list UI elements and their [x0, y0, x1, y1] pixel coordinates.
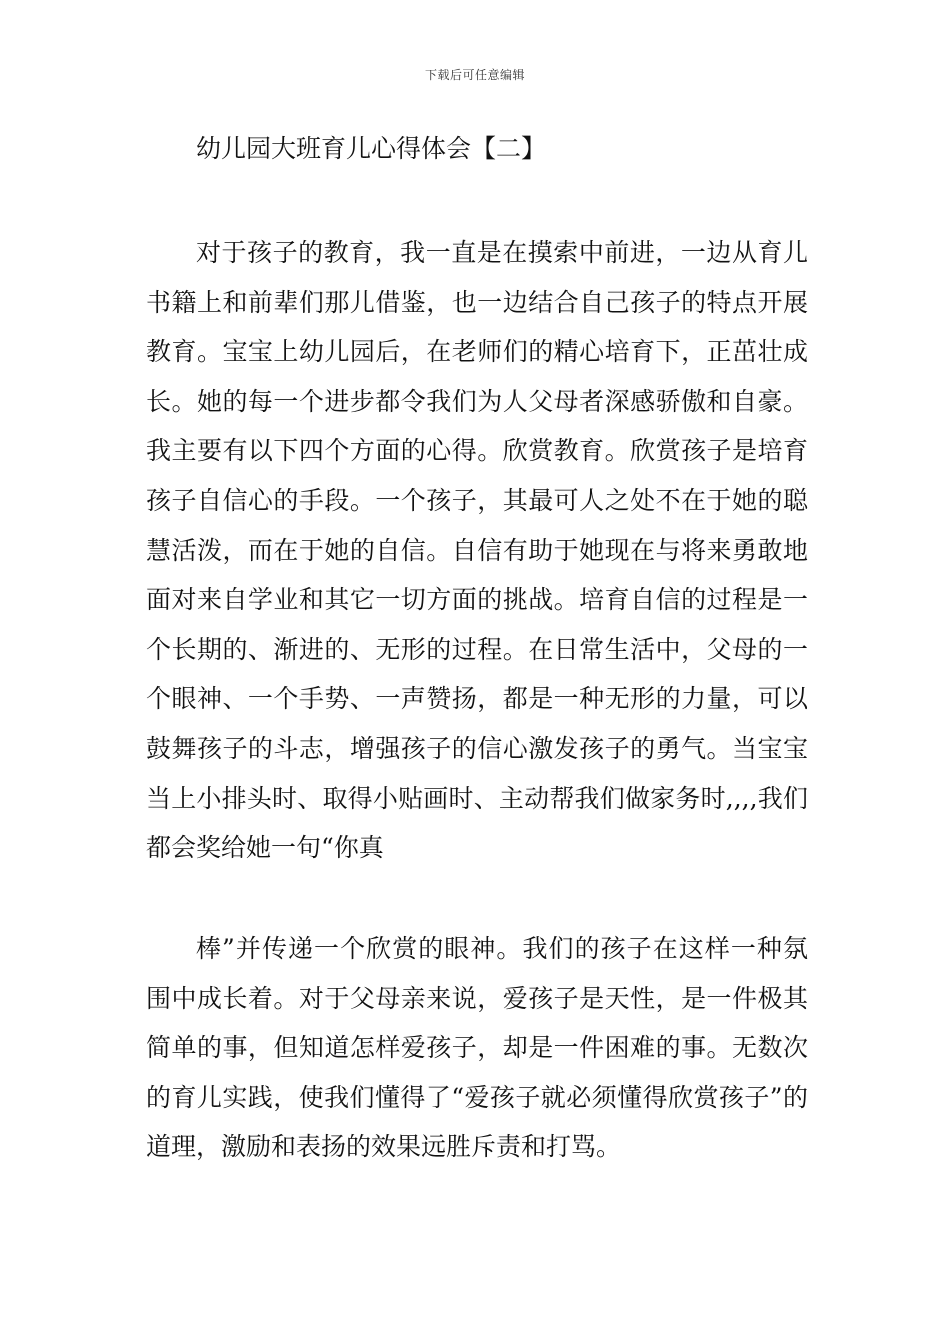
page-title: 幼儿园大班育儿心得体会【二】: [196, 134, 547, 163]
paragraph-1: 对于孩子的教育，我一直是在摸索中前进，一边从育儿书籍上和前辈们那儿借鉴，也一边结合自己孩子的特点开展教育。宝宝上幼儿园后，在老师们的精心培育下，正茁壮成长。她的每一个进步都令我们为人父母者深感骄傲和自豪。我主要有以下四个方面的心得。欣赏教育。欣赏孩子是培育孩子自信心的手段。一个孩子，其最可人之处不在于她的聪慧活泼，而在于她的自信。自信有助于她现在与将来勇敢地面对来自学业和其它一切方面的挑战。培育自信的过程是一个长期的、渐进的、无形的过程。在日常生活中，父母的一个眼神、一个手势、一声赞扬，都是一种无形的力量，可以鼓舞孩子的斗志，增强孩子的信心激发孩子的勇气。当宝宝当上小排头时、取得小贴画时、主动帮我们做家务时,,,,我们都会奖给她一句“你真: [146, 238, 808, 863]
paragraph-2: 棒”并传递一个欣赏的眼神。我们的孩子在这样一种氛围中成长着。对于父母亲来说，爱孩子是天性，是一件极其简单的事，但知道怎样爱孩子，却是一件困难的事。无数次的育儿实践，使我们懂得了“爱孩子就必须懂得欣赏孩子”的道理，激励和表扬的效果远胜斥责和打骂。: [146, 934, 808, 1162]
header-note: 下载后可任意编辑: [424, 68, 525, 82]
